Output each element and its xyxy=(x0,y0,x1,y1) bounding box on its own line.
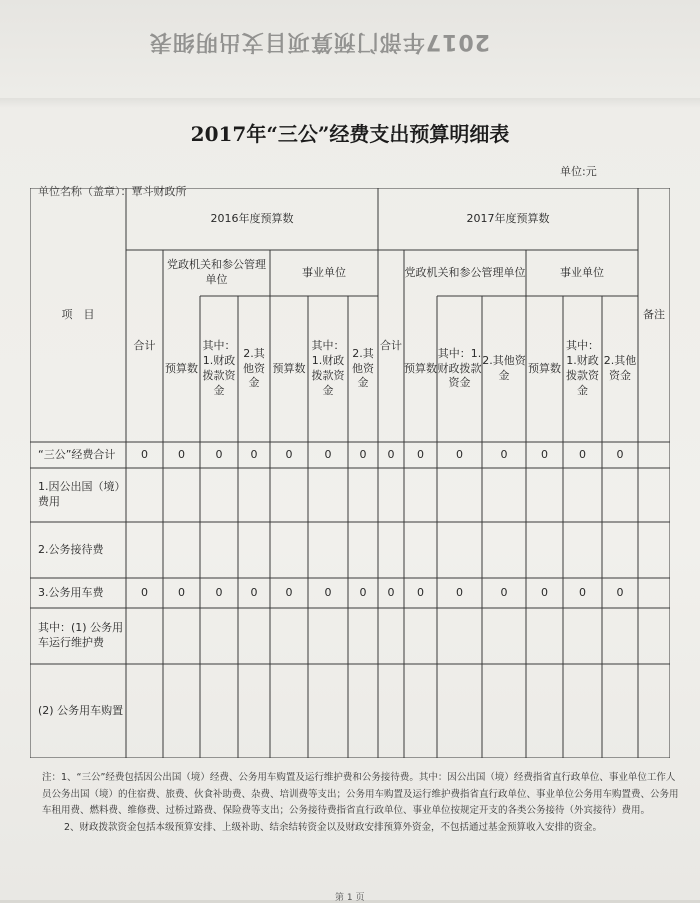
header-2016-total: 合计 xyxy=(133,338,156,352)
table-cell-value xyxy=(378,522,404,578)
organization-label: 单位名称（盖章）： xyxy=(38,185,132,198)
table-cell-value xyxy=(602,664,638,758)
table-cell-value xyxy=(437,522,482,578)
header-sub-fiscal: 其中：1.财政拨款资金 xyxy=(566,339,599,397)
footnotes xyxy=(42,770,682,837)
table-cell-value xyxy=(526,468,563,522)
header-sub-other: 2.其他资金 xyxy=(603,354,637,382)
table-cell-value xyxy=(482,468,526,522)
table-cell-value xyxy=(437,468,482,522)
table-cell-value xyxy=(348,522,378,578)
table-cell-value xyxy=(348,608,378,664)
table-cell-value: 0 xyxy=(417,447,424,461)
table-cell-value xyxy=(270,608,308,664)
header-sub-budget: 预算数 xyxy=(165,361,198,375)
table-cell-value xyxy=(126,664,163,758)
table-cell-value xyxy=(238,608,270,664)
table-cell-value xyxy=(308,522,348,578)
table-cell-value xyxy=(308,468,348,522)
table-cell-value xyxy=(163,664,200,758)
header-2017: 2017年度预算数 xyxy=(466,211,550,225)
table-cell-value xyxy=(404,522,437,578)
header-item: 项 目 xyxy=(61,307,95,321)
header-remark: 备注 xyxy=(643,307,665,321)
table-cell-value xyxy=(437,664,482,758)
table-cell-value: 0 xyxy=(500,585,508,599)
header-sub-fiscal: 其中：1.财政拨款资金 xyxy=(437,346,482,390)
row-label: 2.公务接待费 xyxy=(38,542,104,556)
table-cell-value xyxy=(526,608,563,664)
table-cell-value xyxy=(200,522,238,578)
table-cell-value: 0 xyxy=(250,447,258,461)
table-cell-value xyxy=(378,608,404,664)
table-cell-value xyxy=(526,664,563,758)
header-sub-other: 2.其他资金 xyxy=(352,346,374,390)
table-cell-value: 0 xyxy=(456,585,463,599)
table-cell-value xyxy=(404,608,437,664)
table-cell-value xyxy=(602,522,638,578)
header-2016-party: 党政机关和参公管理单位 xyxy=(167,258,266,286)
table-cell-value: 0 xyxy=(215,447,223,461)
table-cell-value: 0 xyxy=(250,585,258,599)
table-cell-value xyxy=(482,664,526,758)
table-cell-value: 0 xyxy=(500,447,508,461)
table-cell-value xyxy=(378,468,404,522)
table-cell-value xyxy=(270,468,308,522)
table-cell-value xyxy=(348,664,378,758)
table-cell-value xyxy=(200,608,238,664)
page-number: 第 1 页 xyxy=(335,893,365,903)
table-cell-value: 0 xyxy=(387,585,395,599)
header-sub-budget: 预算数 xyxy=(528,361,561,375)
header-2017-total: 合计 xyxy=(380,338,402,352)
table-cell-value: 0 xyxy=(579,585,586,599)
table-cell-value xyxy=(437,608,482,664)
header-sub-fiscal: 其中：1.财政拨款资金 xyxy=(311,339,345,397)
table-cell-value xyxy=(563,664,602,758)
header-2017-public: 事业单位 xyxy=(560,265,604,279)
table-cell-value xyxy=(126,522,163,578)
currency-unit: 单位:元 xyxy=(560,165,597,178)
organization-name: 覃斗财政所 xyxy=(131,185,187,198)
table-cell-value: 0 xyxy=(178,585,185,599)
table-cell-value xyxy=(238,468,270,522)
bleed-through-area xyxy=(0,0,700,110)
table-cell-value xyxy=(163,608,200,664)
table-cell-value: 0 xyxy=(141,585,148,599)
header-2016-public: 事业单位 xyxy=(302,265,346,279)
table-cell-value: 0 xyxy=(456,447,463,461)
paper-fold-shadow xyxy=(0,98,700,108)
table-cell-value xyxy=(526,522,563,578)
table-cell-value: 0 xyxy=(541,447,548,461)
table-cell-value: 0 xyxy=(324,585,332,599)
footnote-2: 2、财政拨款资金包括本级预算安排、上级补助、结余结转资金以及财政安排预算外资金，不包括通过基金预算收入安排的资金。 xyxy=(64,821,603,833)
table-cell-value xyxy=(308,608,348,664)
table-cell-value xyxy=(270,664,308,758)
table-cell-value: 0 xyxy=(541,585,548,599)
table-cell-value xyxy=(200,468,238,522)
table-cell-value: 0 xyxy=(141,447,148,461)
table-cell-value: 0 xyxy=(285,447,293,461)
table-cell-value xyxy=(270,522,308,578)
header-sub-other: 2.其他资金 xyxy=(243,346,265,390)
row-label: (2) 公务用车购置 xyxy=(38,703,124,717)
header-2017-party: 党政机关和参公管理单位 xyxy=(404,265,526,279)
table-cell-value xyxy=(602,468,638,522)
table-cell-value: 0 xyxy=(579,447,586,461)
table-cell-value: 0 xyxy=(285,585,293,599)
table-cell-value xyxy=(563,522,602,578)
table-cell-value: 0 xyxy=(359,585,367,599)
table-cell-value: 0 xyxy=(616,447,624,461)
budget-table xyxy=(30,188,670,758)
table-cell-value: 0 xyxy=(387,447,395,461)
table-cell-value xyxy=(482,522,526,578)
footnote-1: 注：1、“三公”经费包括因公出国（境）经费、公务用车购置及运行维护费和公务接待费。其中：因公出国（境）经费指省直行政单位、事业单位工作人员公务出国（境）的住宿费、旅费、伙食补助费、杂费、培训费等支出；公务用车购置及运行维护费指省直行政单位、事业单位公务用车购置费、公务用车租用费、燃料费、维修费、过桥过路费、保险费等支出；公务接待费指省直行政单位、事业单位按规定开支的各类公务接待（外宾接待）费用。 xyxy=(42,772,679,817)
bleed-through-title: 2017年部门预算项目支出明细表 xyxy=(148,29,490,54)
table-cell-value xyxy=(348,468,378,522)
row-label: “三公”经费合计 xyxy=(38,447,116,461)
table-cell-value xyxy=(163,468,200,522)
header-sub-budget: 预算数 xyxy=(272,361,306,375)
row-label: 1.因公出国（境）费用 xyxy=(38,480,126,508)
table-cell-value: 0 xyxy=(324,447,332,461)
header-sub-fiscal: 其中：1.财政拨款资金 xyxy=(202,339,236,397)
table-cell-value xyxy=(126,608,163,664)
table-cell-value xyxy=(404,468,437,522)
table-cell-value xyxy=(238,664,270,758)
table-cell-value xyxy=(126,468,163,522)
header-sub-budget: 预算数 xyxy=(404,361,437,375)
table-cell-value xyxy=(163,522,200,578)
table-cell-value xyxy=(378,664,404,758)
table-cell-value xyxy=(308,664,348,758)
table-cell-value xyxy=(563,608,602,664)
table-cell-value: 0 xyxy=(178,447,185,461)
table-cell-value xyxy=(482,608,526,664)
header-2016: 2016年度预算数 xyxy=(210,211,294,225)
row-label: 其中：(1) 公务用车运行维护费 xyxy=(38,621,124,649)
table-cell-value xyxy=(200,664,238,758)
table-cell-value: 0 xyxy=(616,585,624,599)
table-cell-value: 0 xyxy=(215,585,223,599)
table-cell-value: 0 xyxy=(359,447,367,461)
header-sub-other: 2.其他资金 xyxy=(482,354,526,382)
document-title: 2017年“三公”经费支出预算明细表 xyxy=(190,122,510,146)
table-cell-value xyxy=(238,522,270,578)
table-cell-value xyxy=(602,608,638,664)
row-label: 3.公务用车费 xyxy=(38,585,104,599)
table-cell-value: 0 xyxy=(417,585,424,599)
table-cell-value xyxy=(563,468,602,522)
table-cell-value xyxy=(404,664,437,758)
